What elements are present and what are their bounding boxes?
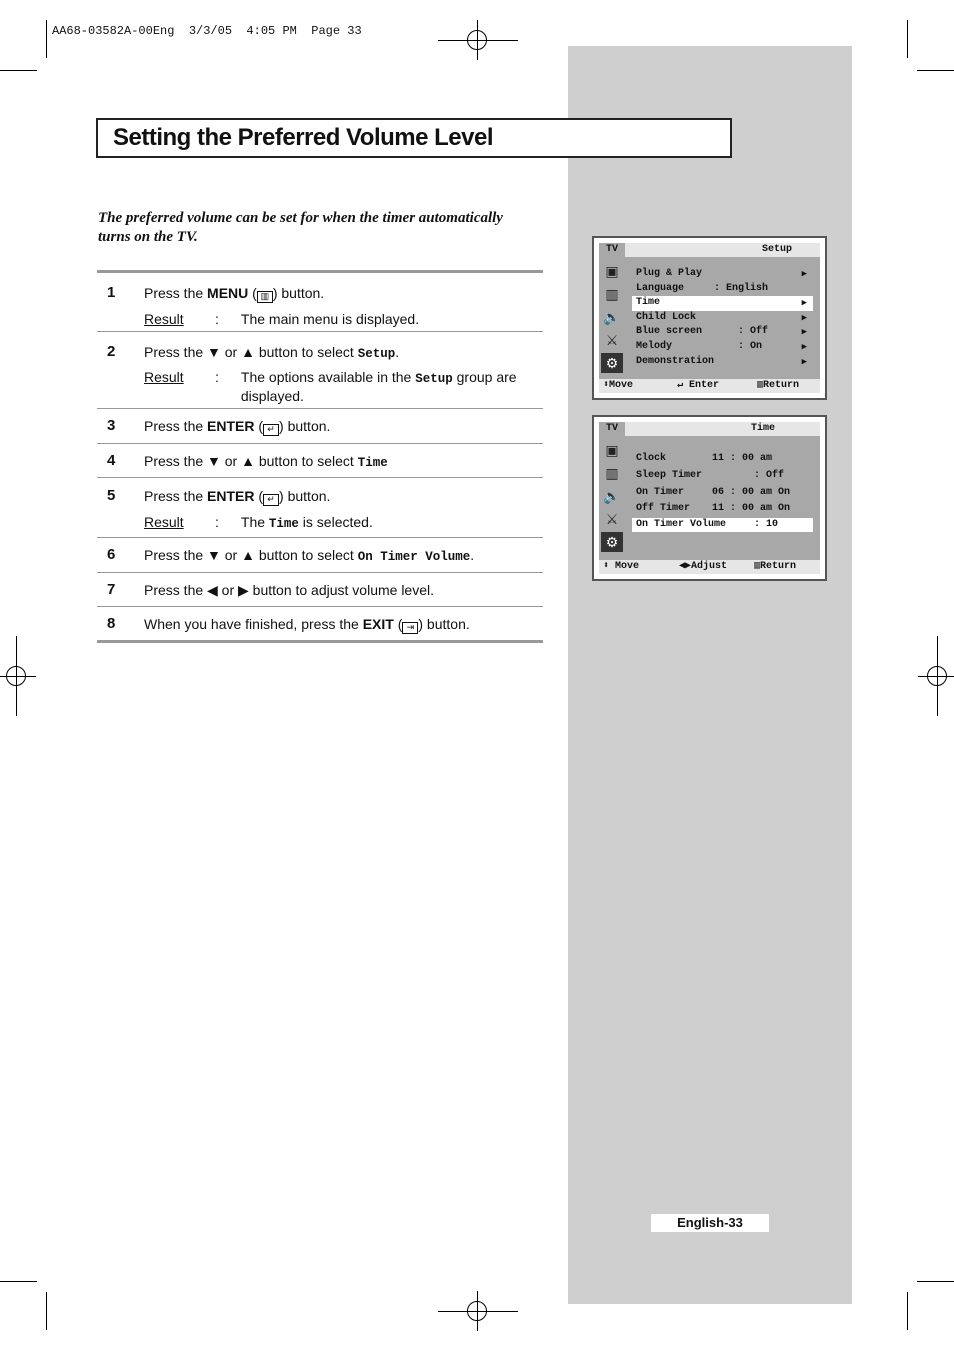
- page-title: Setting the Preferred Volume Level: [113, 124, 493, 151]
- step-text: When you have finished, press the EXIT ( ⇥ ) button.: [144, 616, 470, 632]
- result-text: The main menu is displayed.: [240, 311, 420, 327]
- step-text: Press the MENU ( ▥ ) button.: [144, 285, 325, 301]
- arrow-right-icon: ▶: [801, 356, 807, 367]
- enter-icon: ↵: [263, 424, 279, 436]
- result-text: The Time is selected.: [240, 514, 373, 531]
- step-number: 3: [107, 417, 116, 434]
- step-number: 4: [107, 452, 116, 469]
- registration-line: [438, 1311, 518, 1312]
- osd-menu: [632, 267, 813, 369]
- step-3: [97, 409, 543, 444]
- osd-tv-label: TV: [599, 243, 625, 257]
- setup-icon: ⚙: [601, 532, 623, 552]
- osd-side-icons: [599, 436, 625, 555]
- step-4: [97, 444, 543, 478]
- menu-icon: ▥: [257, 291, 273, 303]
- step-1: [97, 273, 543, 332]
- osd-item-language[interactable]: Language : English: [636, 282, 769, 294]
- osd-tv-label: TV: [599, 422, 625, 436]
- step-2: [97, 332, 543, 409]
- exit-icon: ⇥: [402, 622, 418, 634]
- antenna-icon: ⚔: [605, 331, 619, 348]
- osd-title: Setup: [761, 244, 792, 255]
- channel-icon: ▥: [605, 464, 619, 481]
- result-label: Result: [144, 369, 184, 385]
- osd-item-clock[interactable]: Clock 11 : 00 am: [636, 453, 773, 464]
- channel-icon: ▥: [605, 285, 619, 302]
- step-6: [97, 538, 543, 573]
- osd-footer: [599, 560, 820, 574]
- osd-menu: [632, 451, 813, 532]
- crop-mark: [907, 1292, 908, 1330]
- steps-list: [97, 270, 543, 643]
- osd-item-blue-screen[interactable]: Blue screen : Off ▶: [632, 325, 813, 340]
- step-text: Press the ▼ or ▲ button to select Setup.: [144, 344, 400, 361]
- result-row: Result : The options available in the Setup group are displayed.: [144, 369, 543, 405]
- antenna-icon: ⚔: [605, 510, 619, 527]
- result-label: Result: [144, 311, 184, 327]
- enter-icon: ↵: [263, 494, 279, 506]
- crop-mark: [46, 1292, 47, 1330]
- registration-line: [937, 636, 938, 716]
- arrow-right-icon: ▶: [801, 327, 807, 338]
- crop-mark: [46, 20, 47, 58]
- result-row: Result : The Time is selected.: [144, 514, 543, 533]
- registration-line: [16, 636, 17, 716]
- result-row: Result : The main menu is displayed.: [144, 311, 543, 328]
- registration-line: [918, 676, 954, 677]
- move-hint: ⬍ Move: [603, 380, 634, 391]
- step-5: [97, 478, 543, 538]
- step-number: 5: [107, 487, 116, 504]
- step-number: 8: [107, 615, 116, 632]
- step-text: Press the ENTER ( ↵ ) button.: [144, 488, 331, 504]
- osd-item-demonstration[interactable]: Demonstration ▶: [632, 355, 813, 370]
- step-8: [97, 607, 543, 643]
- osd-item-on-timer[interactable]: On Timer 06 : 00 am On: [636, 486, 791, 498]
- step-number: 2: [107, 343, 116, 360]
- arrow-right-icon: ▶: [801, 312, 807, 323]
- step-number: 7: [107, 581, 116, 598]
- osd-item-child-lock[interactable]: Child Lock ▶: [632, 311, 813, 326]
- crop-mark: [0, 70, 37, 71]
- step-text: Press the ▼ or ▲ button to select Time: [144, 453, 388, 470]
- arrow-right-icon: ▶: [801, 269, 807, 279]
- osd-time-screen: [592, 415, 827, 581]
- crop-mark: [907, 20, 908, 58]
- step-7: [97, 573, 543, 607]
- osd-body: [599, 243, 820, 393]
- crop-mark: [917, 70, 954, 71]
- registration-line: [477, 20, 478, 60]
- picture-icon: ▣: [605, 262, 619, 279]
- arrow-right-icon: ▶: [801, 298, 807, 309]
- setup-icon: ⚙: [601, 353, 623, 373]
- picture-icon: ▣: [605, 441, 619, 458]
- enter-hint: ↵ Enter: [677, 380, 720, 391]
- step-number: 1: [107, 284, 116, 301]
- speaker-icon: 🔈: [603, 308, 621, 325]
- crop-mark: [917, 1281, 954, 1282]
- osd-item-off-timer[interactable]: Off Timer 11 : 00 am On: [636, 503, 791, 515]
- return-hint: ▥ Return: [757, 380, 800, 391]
- result-text: The options available in the Setup group are displayed.: [240, 369, 517, 404]
- page-number: English-33: [651, 1214, 769, 1232]
- osd-item-on-timer-volume[interactable]: On Timer Volume : 10: [632, 518, 813, 532]
- return-hint: ▥ Return: [754, 561, 797, 572]
- intro-text: The preferred volume can be set for when the timer automatically turns on the TV.: [98, 210, 503, 245]
- registration-line: [0, 676, 36, 677]
- osd-side-icons: [599, 257, 625, 376]
- osd-body: [599, 422, 820, 574]
- osd-item-plug-play[interactable]: Plug & Play ▶: [632, 267, 813, 282]
- step-text: Press the ENTER ( ↵ ) button.: [144, 418, 331, 434]
- move-hint: ⬍ Move: [603, 561, 640, 572]
- osd-footer: [599, 379, 820, 393]
- step-number: 6: [107, 546, 116, 563]
- osd-header: [599, 243, 820, 257]
- result-label: Result: [144, 514, 184, 530]
- arrow-right-icon: ▶: [801, 341, 807, 352]
- osd-title: Time: [750, 423, 775, 434]
- side-panel: [568, 46, 852, 1304]
- step-text: Press the ◀ or ▶ button to adjust volume level.: [144, 582, 435, 598]
- osd-item-time[interactable]: Time ▶: [632, 296, 813, 311]
- osd-item-sleep-timer[interactable]: Sleep Timer : Off: [636, 469, 785, 481]
- step-text: Press the ▼ or ▲ button to select On Timer Volume.: [144, 547, 475, 564]
- registration-line: [477, 1291, 478, 1331]
- osd-setup-screen: [592, 236, 827, 400]
- speaker-icon: 🔈: [603, 487, 621, 504]
- osd-header: [599, 422, 820, 436]
- osd-item-melody[interactable]: Melody : On ▶: [632, 340, 813, 355]
- registration-line: [438, 40, 518, 41]
- print-header: AA68-03582A-00Eng 3/3/05 4:05 PM Page 33: [52, 24, 362, 38]
- adjust-hint: ◀▶ Adjust: [679, 561, 728, 572]
- crop-mark: [0, 1281, 37, 1282]
